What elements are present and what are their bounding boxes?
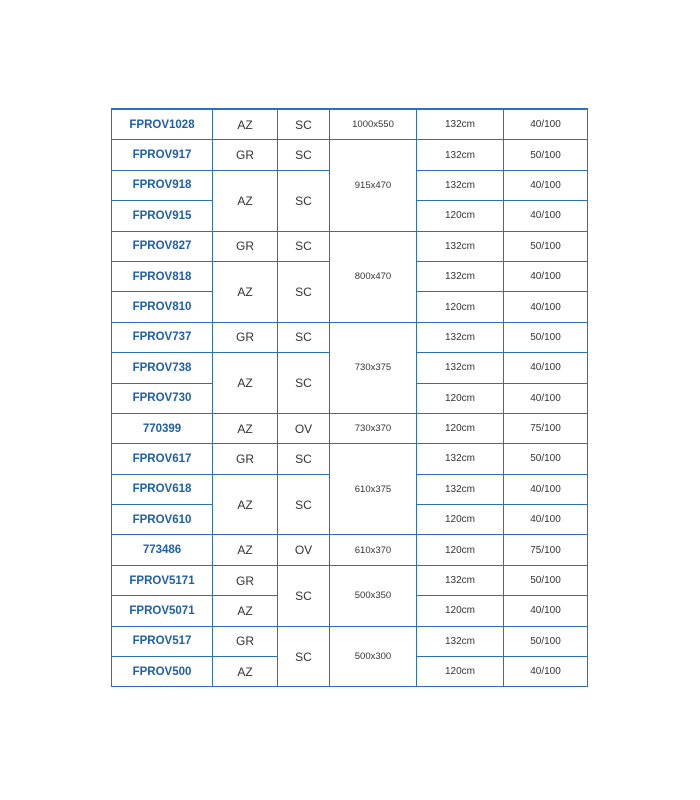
color-code: GR <box>213 140 278 170</box>
ratio: 40/100 <box>504 474 588 504</box>
table-row <box>112 626 588 656</box>
ratio: 50/100 <box>504 444 588 474</box>
size: 120cm <box>417 413 504 443</box>
size: 120cm <box>417 505 504 535</box>
dimensions: 1000x550 <box>330 109 417 140</box>
dimensions: 500x350 <box>330 565 417 626</box>
ratio: 75/100 <box>504 535 588 565</box>
dimensions: 730x370 <box>330 413 417 443</box>
dimensions: 915x470 <box>330 140 417 231</box>
type-code: SC <box>278 626 330 687</box>
product-code: FPROV917 <box>112 140 213 170</box>
type-code: SC <box>278 261 330 322</box>
dimensions: 730x375 <box>330 322 417 413</box>
color-code: AZ <box>213 109 278 140</box>
ratio: 40/100 <box>504 505 588 535</box>
ratio: 40/100 <box>504 261 588 291</box>
ratio: 40/100 <box>504 292 588 322</box>
ratio: 40/100 <box>504 596 588 626</box>
size: 132cm <box>417 444 504 474</box>
type-code: OV <box>278 535 330 565</box>
ratio: 50/100 <box>504 565 588 595</box>
ratio: 40/100 <box>504 170 588 200</box>
size: 120cm <box>417 657 504 687</box>
ratio: 50/100 <box>504 231 588 261</box>
product-code: FPROV517 <box>112 626 213 656</box>
type-code: SC <box>278 140 330 170</box>
product-code: FPROV810 <box>112 292 213 322</box>
color-code: GR <box>213 444 278 474</box>
size: 132cm <box>417 140 504 170</box>
size: 132cm <box>417 322 504 352</box>
size: 132cm <box>417 170 504 200</box>
dimensions: 800x470 <box>330 231 417 322</box>
product-code: FPROV827 <box>112 231 213 261</box>
size: 132cm <box>417 261 504 291</box>
color-code: AZ <box>213 170 278 231</box>
product-code: FPROV918 <box>112 170 213 200</box>
color-code: AZ <box>213 657 278 687</box>
table-row <box>112 413 588 443</box>
size: 132cm <box>417 474 504 504</box>
ratio: 40/100 <box>504 109 588 140</box>
color-code: AZ <box>213 535 278 565</box>
color-code: GR <box>213 626 278 656</box>
type-code: SC <box>278 322 330 352</box>
size: 120cm <box>417 201 504 231</box>
ratio: 50/100 <box>504 322 588 352</box>
color-code: AZ <box>213 261 278 322</box>
type-code: SC <box>278 565 330 626</box>
size: 132cm <box>417 109 504 140</box>
ratio: 40/100 <box>504 657 588 687</box>
product-code: FPROV738 <box>112 353 213 383</box>
type-code: SC <box>278 474 330 535</box>
size: 120cm <box>417 292 504 322</box>
type-code: SC <box>278 353 330 414</box>
table-row <box>112 565 588 595</box>
ratio: 40/100 <box>504 353 588 383</box>
size: 132cm <box>417 626 504 656</box>
type-code: SC <box>278 170 330 231</box>
color-code: GR <box>213 322 278 352</box>
size: 132cm <box>417 565 504 595</box>
table-row <box>112 322 588 352</box>
product-code: FPROV610 <box>112 505 213 535</box>
type-code: OV <box>278 413 330 443</box>
color-code: GR <box>213 565 278 595</box>
size: 132cm <box>417 231 504 261</box>
ratio: 50/100 <box>504 626 588 656</box>
product-code: FPROV5071 <box>112 596 213 626</box>
product-code: FPROV617 <box>112 444 213 474</box>
product-code: FPROV730 <box>112 383 213 413</box>
product-code: FPROV618 <box>112 474 213 504</box>
table-row <box>112 231 588 261</box>
ratio: 50/100 <box>504 140 588 170</box>
color-code: AZ <box>213 474 278 535</box>
product-code: FPROV737 <box>112 322 213 352</box>
size: 132cm <box>417 353 504 383</box>
type-code: SC <box>278 444 330 474</box>
product-code: FPROV1028 <box>112 109 213 140</box>
table-row <box>112 140 588 170</box>
ratio: 40/100 <box>504 201 588 231</box>
table-row <box>112 109 588 140</box>
color-code: AZ <box>213 353 278 414</box>
dimensions: 500x300 <box>330 626 417 687</box>
color-code: AZ <box>213 596 278 626</box>
size: 120cm <box>417 596 504 626</box>
size: 120cm <box>417 535 504 565</box>
color-code: GR <box>213 231 278 261</box>
product-code: FPROV915 <box>112 201 213 231</box>
dimensions: 610x375 <box>330 444 417 535</box>
product-code: 770399 <box>112 413 213 443</box>
ratio: 40/100 <box>504 383 588 413</box>
dimensions: 610x370 <box>330 535 417 565</box>
size: 120cm <box>417 383 504 413</box>
product-code: FPROV500 <box>112 657 213 687</box>
table-row <box>112 535 588 565</box>
type-code: SC <box>278 231 330 261</box>
type-code: SC <box>278 109 330 140</box>
spec-table <box>111 108 588 687</box>
table-row <box>112 444 588 474</box>
product-code: FPROV5171 <box>112 565 213 595</box>
color-code: AZ <box>213 413 278 443</box>
product-code: 773486 <box>112 535 213 565</box>
product-code: FPROV818 <box>112 261 213 291</box>
ratio: 75/100 <box>504 413 588 443</box>
